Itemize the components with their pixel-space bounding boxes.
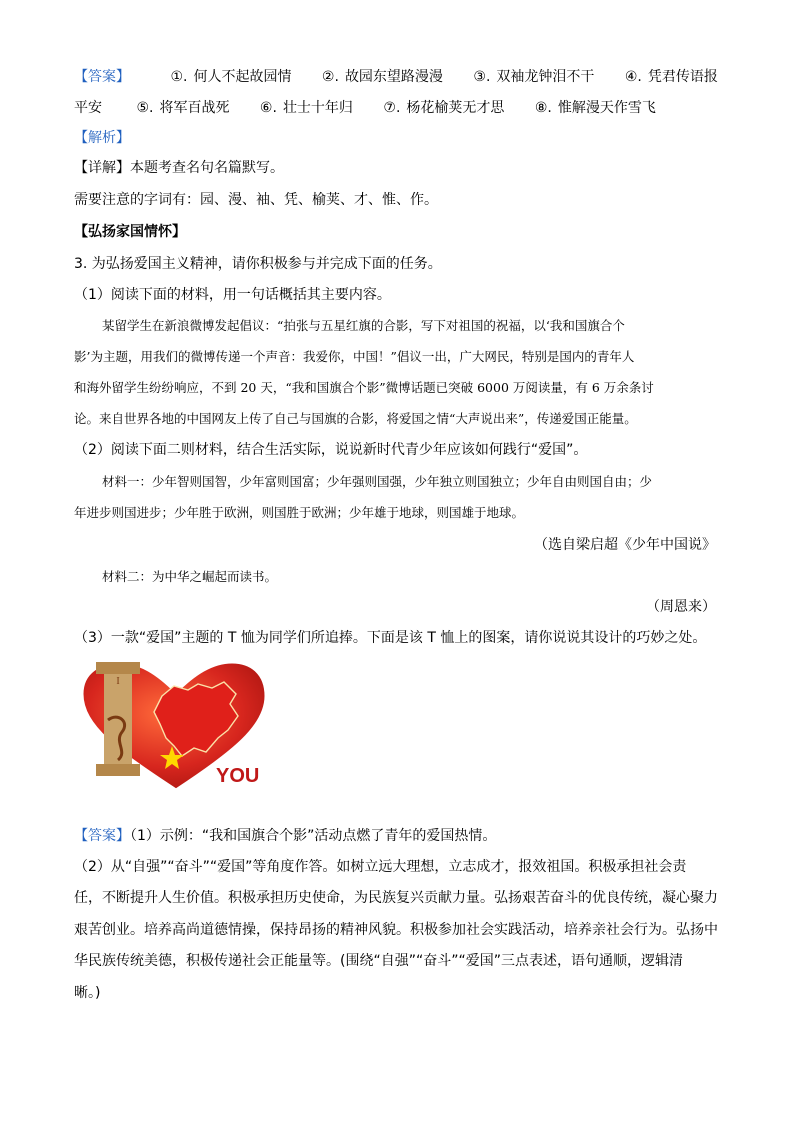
- answer-tag: 【答案】: [74, 828, 130, 844]
- sub-question-3: （3）一款“爱国”主题的 T 恤为同学们所追捧。下面是该 T 恤上的图案，请你说说其设计的巧妙之处。: [74, 630, 707, 646]
- answer-item: 平安: [74, 100, 102, 116]
- material-two: 材料二：为中华之崛起而读书。: [102, 569, 278, 584]
- answer-part-2-line: 艰苦创业。培养高尚道德情操，保持昂扬的精神风貌。积极参加社会实践活动，培养亲社会行为。弘扬中: [74, 922, 718, 938]
- question-stem: 3. 为弘扬爱国主义精神，请你积极参与并完成下面的任务。: [74, 256, 442, 272]
- answer-item: ②. 故园东望路漫漫: [321, 69, 443, 85]
- answer-part-2-line: 华民族传统美德，积极传递社会正能量等。(围绕“自强”“奋斗”“爱国”三点表述，语句通顺，逻辑清: [74, 953, 683, 969]
- answer-item: ⑦. 杨花榆荚无才思: [383, 100, 505, 116]
- answer-part-2-line: 晰。): [74, 985, 101, 1001]
- answer-row-1: [74, 67, 718, 87]
- material-line: 论。来自世界各地的中国网友上传了自己与国旗的合影，将爱国之情“大声说出来”，传递爱国正能量。: [74, 411, 637, 426]
- material-one-line: 材料一：少年智则国智，少年富则国富；少年强则国强，少年独立则国独立；少年自由则国自由；少: [102, 474, 653, 489]
- detail-text: 【详解】本题考查名句名篇默写。: [74, 160, 284, 176]
- answer-item: ①. 何人不起故园情: [170, 69, 292, 85]
- sub-question-1: （1）阅读下面的材料，用一句话概括其主要内容。: [74, 287, 391, 303]
- answer-part-1: （1）示例：“我和国旗合个影”活动点燃了青年的爱国热情。: [130, 828, 497, 844]
- material-line: 影’为主题，用我们的微博传递一个声音：我爱你，中国！”倡议一出，广大网民，特别是国内的青年人: [74, 349, 635, 364]
- tshirt-design-image: [78, 660, 274, 794]
- answer-row-2: [74, 98, 656, 118]
- analysis-tag: 【解析】: [74, 130, 130, 146]
- you-text: YOU: [216, 765, 260, 787]
- answer2-row-1: [74, 826, 496, 846]
- material-line: 某留学生在新浪微博发起倡议：“拍张与五星红旗的合影，写下对祖国的祝福，以‘我和国旗合个: [102, 318, 625, 333]
- answer-item: ⑤. 将军百战死: [136, 100, 230, 116]
- material-one-line: 年进步则国进步；少年胜于欧洲，则国胜于欧洲；少年雄于地球，则国雄于地球。: [74, 505, 525, 520]
- answer-tag: 【答案】: [74, 69, 130, 85]
- notice-text: 需要注意的字词有：园、漫、袖、凭、榆荚、才、惟、作。: [74, 192, 438, 208]
- material-one-source: （选自梁启超《少年中国说》: [534, 537, 716, 553]
- letter-i: I: [116, 676, 120, 687]
- answer-part-2-line: 任，不断提升人生价值。积极承担历史使命，为民族复兴贡献力量。弘扬艰苦奋斗的优良传统，凝心聚力: [74, 890, 718, 906]
- sub-question-2: （2）阅读下面二则材料，结合生活实际，说说新时代青少年应该如何践行“爱国”。: [74, 442, 588, 458]
- material-two-source: （周恩来）: [646, 599, 716, 615]
- answer-item: ⑧. 惟解漫天作雪飞: [534, 100, 656, 116]
- answer-part-2-line: （2）从“自强”“奋斗”“爱国”等角度作答。如树立远大理想，立志成才，报效祖国。积极承担社会责: [74, 859, 687, 875]
- answer-item: ④. 凭君传语报: [624, 69, 718, 85]
- material-line: 和海外留学生纷纷响应，不到 20 天，“我和国旗合个影”微博话题已突破 6000 万阅读量，有 6 万余条讨: [74, 380, 654, 395]
- section-title: 【弘扬家国情怀】: [74, 224, 186, 240]
- answer-item: ③. 双袖龙钟泪不干: [473, 69, 595, 85]
- answer-item: ⑥. 壮士十年归: [259, 100, 353, 116]
